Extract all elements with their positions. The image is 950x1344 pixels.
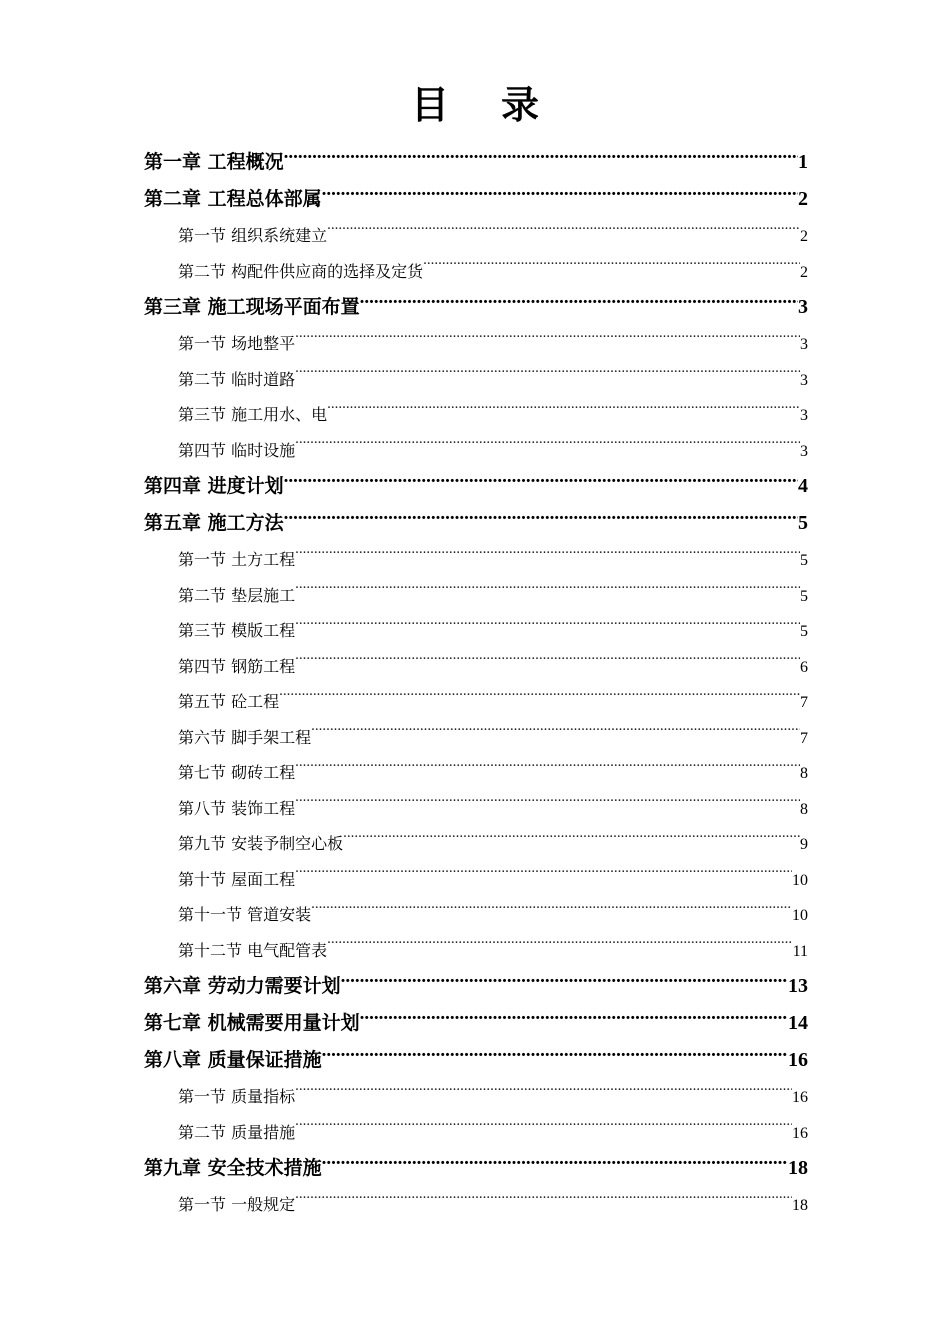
toc-dot-leader xyxy=(295,1122,792,1138)
toc-dot-leader xyxy=(295,549,800,565)
title-char-1: 目 xyxy=(410,83,449,127)
toc-page-number: 3 xyxy=(798,296,808,318)
toc-chapter-entry[interactable] xyxy=(144,289,808,326)
toc-entry-label: 第二节 构配件供应商的选择及定货 xyxy=(178,261,424,281)
toc-section-entry[interactable] xyxy=(144,433,808,469)
toc-section-entry[interactable] xyxy=(144,218,808,254)
toc-page-number: 16 xyxy=(792,1089,808,1106)
toc-entry-label: 第十二节 电气配管表 xyxy=(178,940,328,960)
toc-section-entry[interactable] xyxy=(144,649,808,685)
table-of-contents xyxy=(144,144,808,1223)
toc-dot-leader xyxy=(322,1155,788,1174)
toc-dot-leader xyxy=(327,404,800,420)
toc-dot-leader xyxy=(311,727,800,743)
toc-section-entry[interactable] xyxy=(144,826,808,862)
toc-dot-leader xyxy=(284,473,798,492)
toc-entry-label: 第一节 一般规定 xyxy=(178,1195,296,1214)
toc-page-number: 1 xyxy=(798,151,808,173)
toc-chapter-entry[interactable] xyxy=(144,505,808,542)
toc-section-entry[interactable] xyxy=(144,542,808,578)
toc-page-number: 3 xyxy=(800,407,808,424)
toc-page-number: 3 xyxy=(800,371,808,389)
toc-page-number: 2 xyxy=(800,263,808,281)
toc-entry-label: 第十一节 管道安装 xyxy=(178,905,312,924)
toc-dot-leader xyxy=(295,369,800,385)
toc-dot-leader xyxy=(327,940,793,956)
toc-entry-label: 第九节 安装予制空心板 xyxy=(178,834,344,853)
toc-dot-leader xyxy=(295,333,800,349)
toc-entry-label: 第四节 临时设施 xyxy=(178,440,296,460)
toc-section-entry[interactable] xyxy=(144,397,808,433)
toc-page-number: 7 xyxy=(800,694,808,711)
toc-page-number: 10 xyxy=(792,871,808,889)
toc-section-entry[interactable] xyxy=(144,755,808,791)
toc-dot-leader xyxy=(295,869,792,885)
toc-dot-leader xyxy=(311,904,792,920)
toc-entry-label: 第二节 质量措施 xyxy=(178,1122,296,1142)
toc-page-number: 5 xyxy=(800,623,808,640)
toc-page-number: 8 xyxy=(800,765,808,782)
toc-page-number: 16 xyxy=(788,1049,808,1071)
toc-section-entry[interactable] xyxy=(144,933,808,969)
toc-entry-label: 第二节 临时道路 xyxy=(178,369,296,389)
toc-chapter-entry[interactable] xyxy=(144,1005,808,1042)
toc-page-number: 3 xyxy=(800,336,808,353)
toc-entry-label: 第四节 钢筋工程 xyxy=(178,656,296,676)
toc-dot-leader xyxy=(295,656,800,672)
toc-page-number: 16 xyxy=(792,1124,808,1142)
toc-entry-label: 第五章 施工方法 xyxy=(144,512,284,534)
toc-page-number: 4 xyxy=(798,475,808,497)
toc-page-number: 18 xyxy=(788,1157,808,1179)
toc-entry-label: 第六章 劳动力需要计划 xyxy=(144,975,341,997)
toc-entry-label: 第五节 砼工程 xyxy=(178,692,280,711)
toc-page-number: 9 xyxy=(800,836,808,853)
toc-entry-label: 第七节 砌砖工程 xyxy=(178,763,296,782)
toc-page-number: 18 xyxy=(792,1197,808,1214)
toc-chapter-entry[interactable] xyxy=(144,1042,808,1079)
toc-section-entry[interactable] xyxy=(144,1187,808,1223)
toc-entry-label: 第三节 模版工程 xyxy=(178,621,296,640)
toc-page-number: 6 xyxy=(800,658,808,676)
toc-dot-leader xyxy=(295,620,800,636)
toc-entry-label: 第一章 工程概况 xyxy=(144,151,284,173)
toc-entry-label: 第一节 质量指标 xyxy=(178,1087,296,1106)
toc-dot-leader xyxy=(341,973,788,992)
toc-page-number: 5 xyxy=(800,552,808,569)
toc-entry-label: 第四章 进度计划 xyxy=(144,475,284,497)
toc-entry-label: 第一节 组织系统建立 xyxy=(178,226,328,245)
toc-entry-label: 第八节 装饰工程 xyxy=(178,798,296,818)
toc-dot-leader xyxy=(295,1086,792,1102)
toc-dot-leader xyxy=(295,798,800,814)
toc-chapter-entry[interactable] xyxy=(144,181,808,218)
toc-dot-leader xyxy=(284,510,798,529)
toc-page-number: 2 xyxy=(798,188,808,210)
title-char-2: 录 xyxy=(501,83,540,127)
toc-chapter-entry[interactable] xyxy=(144,144,808,181)
toc-section-entry[interactable] xyxy=(144,897,808,933)
toc-dot-leader xyxy=(322,186,798,205)
toc-chapter-entry[interactable] xyxy=(144,468,808,505)
toc-page-number: 13 xyxy=(788,975,808,997)
toc-dot-leader xyxy=(322,1047,788,1066)
toc-page-number: 3 xyxy=(800,442,808,460)
toc-chapter-entry[interactable] xyxy=(144,968,808,1005)
toc-entry-label: 第二章 工程总体部属 xyxy=(144,188,322,210)
toc-entry-label: 第九章 安全技术措施 xyxy=(144,1157,322,1179)
toc-page-number: 2 xyxy=(800,228,808,245)
toc-entry-label: 第十节 屋面工程 xyxy=(178,869,296,889)
toc-entry-label: 第二节 垫层施工 xyxy=(178,585,296,605)
toc-section-entry[interactable] xyxy=(144,254,808,290)
toc-entry-label: 第三节 施工用水、电 xyxy=(178,405,328,424)
toc-dot-leader xyxy=(295,440,800,456)
toc-chapter-entry[interactable] xyxy=(144,1150,808,1187)
toc-section-entry[interactable] xyxy=(144,613,808,649)
toc-dot-leader xyxy=(295,762,800,778)
toc-section-entry[interactable] xyxy=(144,862,808,898)
toc-dot-leader xyxy=(343,833,800,849)
toc-dot-leader xyxy=(295,1194,792,1210)
toc-dot-leader xyxy=(284,149,798,168)
toc-dot-leader xyxy=(279,691,800,707)
toc-section-entry[interactable] xyxy=(144,326,808,362)
toc-dot-leader xyxy=(295,585,800,601)
toc-page-number: 8 xyxy=(800,800,808,818)
toc-section-entry[interactable] xyxy=(144,578,808,614)
toc-page-number: 5 xyxy=(800,587,808,605)
toc-dot-leader xyxy=(360,294,798,313)
toc-entry-label: 第一节 土方工程 xyxy=(178,550,296,569)
toc-page-number: 10 xyxy=(792,907,808,924)
toc-page-number: 7 xyxy=(800,729,808,747)
toc-section-entry[interactable] xyxy=(144,791,808,827)
toc-section-entry[interactable] xyxy=(144,684,808,720)
toc-section-entry[interactable] xyxy=(144,362,808,398)
toc-section-entry[interactable] xyxy=(144,1115,808,1151)
toc-page-number: 5 xyxy=(798,512,808,534)
page-title xyxy=(0,78,950,132)
toc-entry-label: 第八章 质量保证措施 xyxy=(144,1049,322,1071)
toc-page-number: 14 xyxy=(788,1012,808,1034)
toc-section-entry[interactable] xyxy=(144,1079,808,1115)
toc-section-entry[interactable] xyxy=(144,720,808,756)
toc-entry-label: 第七章 机械需要用量计划 xyxy=(144,1012,360,1034)
toc-entry-label: 第一节 场地整平 xyxy=(178,334,296,353)
toc-entry-label: 第六节 脚手架工程 xyxy=(178,727,312,747)
toc-dot-leader xyxy=(360,1010,788,1029)
toc-dot-leader xyxy=(327,225,800,241)
toc-entry-label: 第三章 施工现场平面布置 xyxy=(144,296,360,318)
toc-page-number: 11 xyxy=(792,942,808,960)
toc-dot-leader xyxy=(423,261,800,277)
